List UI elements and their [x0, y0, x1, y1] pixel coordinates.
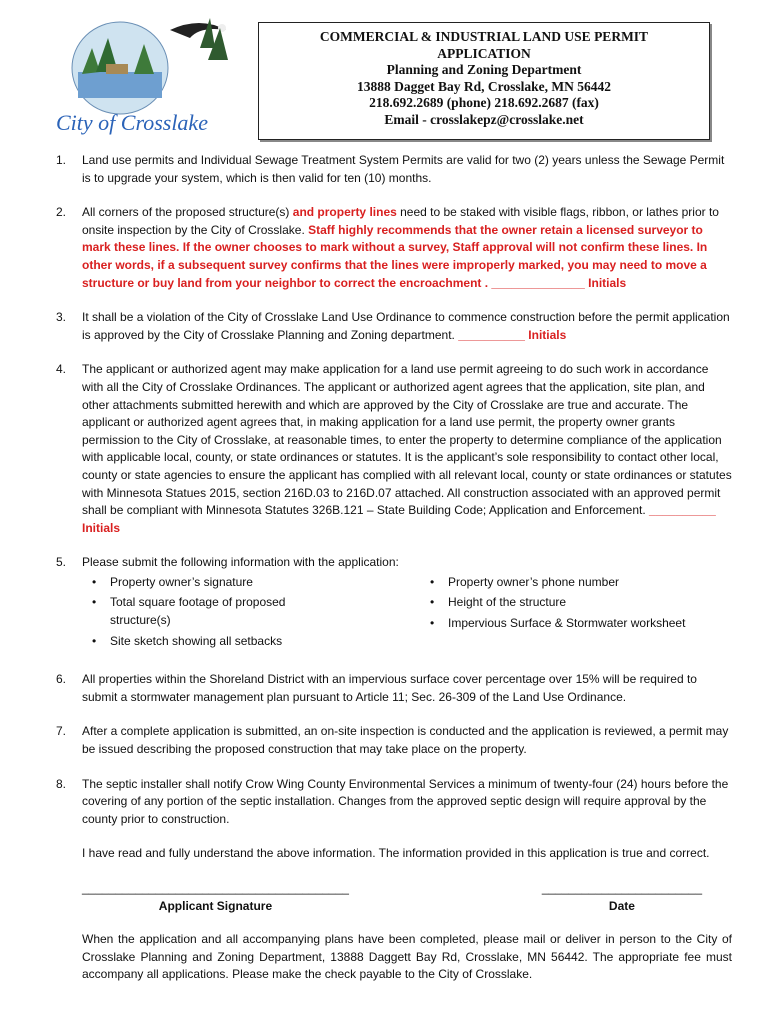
item-number: 8.: [56, 776, 67, 791]
item-number: 3.: [56, 310, 67, 325]
item-text: All corners of the proposed structure(s): [82, 205, 293, 220]
applicant-signature-field[interactable]: [82, 880, 349, 915]
acknowledgement-text: I have read and fully understand the above information. The information provided in this application is true and correct.: [82, 846, 710, 861]
initials-field[interactable]: __________ Initials: [458, 327, 567, 342]
item-number: 7.: [56, 724, 67, 739]
item-text: Please submit the following information with the application:: [82, 555, 399, 570]
bullet-item: • Site sketch showing all setbacks: [82, 633, 420, 651]
logo-text: City of Crosslake: [56, 110, 208, 135]
initials-field[interactable]: __________ Initials: [82, 503, 716, 535]
item-number: 6.: [56, 672, 67, 687]
bullet-item: • Total square footage of proposed structure(s): [82, 594, 310, 629]
list-item: [56, 671, 732, 706]
list-item: [56, 204, 732, 292]
list-item: [56, 776, 732, 863]
signature-line: ________________________________________: [82, 881, 349, 895]
permit-terms: [56, 152, 732, 984]
form-title-line-1: COMMERCIAL & INDUSTRIAL LAND USE PERMIT: [319, 29, 649, 44]
required-documents-list: [56, 574, 732, 653]
item-text: need to be staked with visible flags, ribbon, or lathes prior to onsite inspection by the City of Crosslake.: [82, 205, 719, 237]
item-text: The applicant or authorized agent may make application for a land use permit agreeing to do such work in accordance with all the City of Crosslake Ordinances. The applicant or authorized agent agrees that the application, site plan, and other attachments submitted herewith and which are approved by the City of Crosslake are true and accurate. The applicant or authorized agent agrees that, in making application for a land use permit, the property owner grants permission to the City of Crosslake, at reasonable times, to enter the property to determine compliance of the application with applicable local, county, or state ordinances or statutes. It is the applicant’s sole responsibility to contact other local, county or state agencies to ensure the applicant has complied with all relevant local, county or state ordinances or statutes with Minnesota Statues 2015, section 216D.03 to 216D.07 attached. All construction associated with an approved permit shall be compliant with Minnesota Statutes 326B.121 – State Building Code; Application and Enforcement.: [82, 362, 732, 518]
item-number: 4.: [56, 362, 67, 377]
list-item: [56, 309, 732, 344]
department-name: Planning and Zoning Department: [386, 62, 582, 77]
item-text: The septic installer shall notify Crow Wing County Environmental Services a minimum of twenty-four (24) hours before the covering of any portion of the septic installation. Changes from the approved septic design will require approval by the county prior to construction.: [82, 776, 729, 826]
form-title-line-2: APPLICATION: [437, 45, 531, 61]
bullet-item: • Impervious Surface & Stormwater worksheet: [420, 615, 730, 633]
date-line: ________________________: [541, 881, 702, 895]
item-number: 2.: [56, 205, 67, 220]
date-label: Date: [608, 898, 635, 913]
bullet-item: • Property owner’s signature: [82, 574, 420, 592]
item-number: 1.: [56, 153, 67, 167]
item-text: After a complete application is submitted, an on-site inspection is conducted and the application is reviewed, a permit may be issued describing the proposed construction that may take place on the property.: [82, 724, 729, 757]
department-phone-fax: 218.692.2689 (phone) 218.692.2687 (fax): [369, 95, 599, 110]
bullet-item: • Height of the structure: [420, 594, 730, 612]
list-item: [56, 723, 732, 758]
bullet-item: • Property owner’s phone number: [420, 574, 730, 592]
item-text: Land use permits and Individual Sewage Treatment System Permits are valid for two (2) years unless the Sewage Permit is to upgrade your system, which is then valid for ten (10) months.: [82, 153, 725, 185]
list-item: [56, 554, 732, 572]
item-number: 5.: [56, 555, 67, 570]
list-item: [56, 152, 732, 187]
form-header: [258, 22, 710, 140]
signature-block: [56, 880, 702, 915]
department-email: Email - crosslakepz@crosslake.net: [384, 111, 584, 127]
signature-label: Applicant Signature: [158, 898, 273, 913]
department-address: 13888 Dagget Bay Rd, Crosslake, MN 56442: [357, 78, 611, 94]
item-text: All properties within the Shoreland District with an impervious surface cover percentage over 15% will be required to submit a stormwater management plan pursuant to Article 11; Sec. 26-309 of the Land Use Ordinance.: [82, 672, 697, 704]
submission-instructions: When the application and all accompanying plans have been completed, please mail or deliver in person to the City of Crosslake Planning and Zoning Department, 13888 Daggett Bay Rd, Crosslake, MN 56442. The appropriate fee must accompany all applications. Please make the check payable to the City of Crosslake.: [82, 932, 732, 982]
staff-recommendation-initials: Staff highly recommends that the owner retain a licensed surveyor to mark these lines. If the owner chooses to mark without a survey, Staff approval will not confirm these lines. In other words, if a subsequent survey confirms that the lines were improperly marked, you may need to move a structure or buy land from your neighbor to correct the encroachment . ______________ Initials: [82, 222, 708, 290]
highlighted-text: and property lines: [292, 205, 397, 220]
list-item: [56, 361, 732, 537]
date-field[interactable]: [542, 880, 702, 915]
city-of-crosslake-logo: [50, 8, 250, 142]
item-text: It shall be a violation of the City of Crosslake Land Use Ordinance to commence construction before the permit application is approved by the City of Crosslake Planning and Zoning department.: [82, 310, 730, 342]
